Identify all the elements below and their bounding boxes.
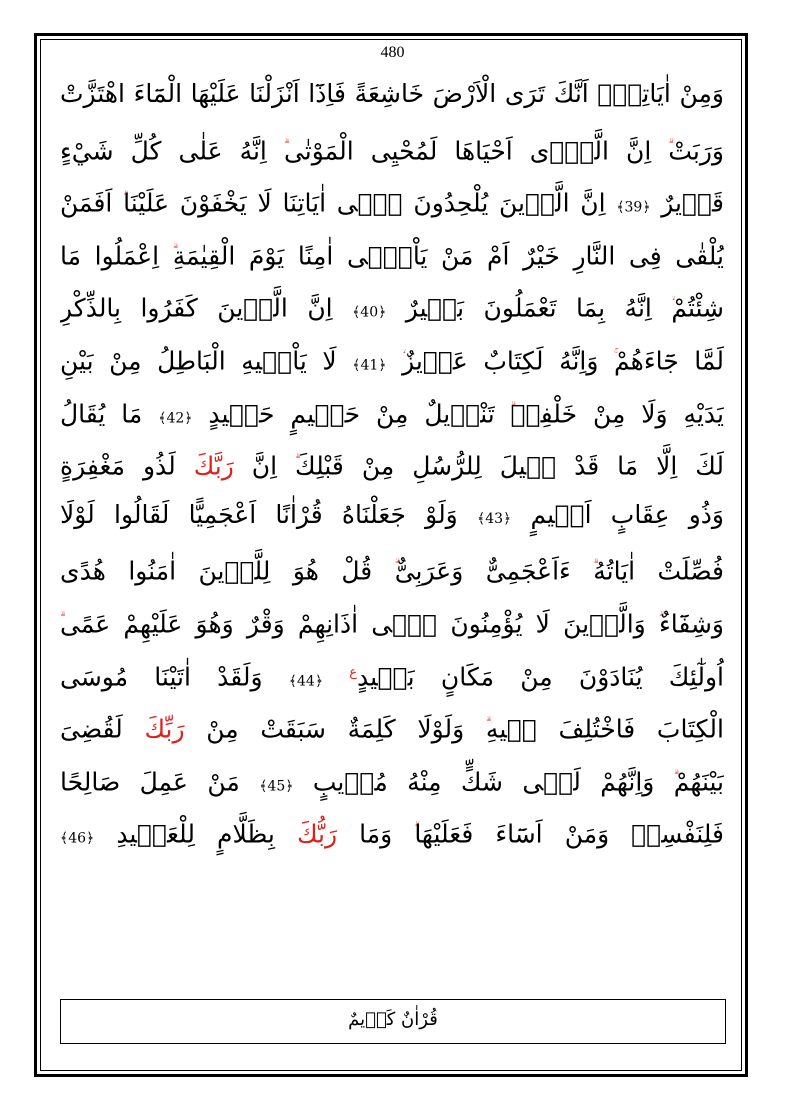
text-segment: لَمَّا جَٓاءَهُمْ <box>614 346 724 376</box>
text-segment: اِنَّ الَّذٖينَ كَفَرُوا بِالذِّكْرِ <box>60 293 333 323</box>
text-segment: وَشِفَٓاءٌ <box>658 609 724 639</box>
text-segment: وَالَّذٖينَ لَا يُؤْمِنُونَ فٖٓى اٰذَانِهِمْ وَقْرٌ وَهُوَ عَلَيْهِمْ عَمًى <box>60 609 646 639</box>
highlighted-word: رَبُّكَ <box>296 819 338 849</box>
ayah-number: ﴿41﴾ <box>352 357 387 374</box>
text-segment: وَاِنَّهُ لَكِتَابٌ عَزٖيزٌ <box>402 346 599 376</box>
text-segment: بَيْنَهُمْ <box>673 767 724 797</box>
ayah-number: ﴿42﴾ <box>158 409 193 426</box>
text-line-2 <box>60 121 724 174</box>
text-line-4 <box>60 226 724 279</box>
text-segment: اِعْمَلُوا مَا <box>60 241 160 271</box>
ayah-number: ﴿44﴾ <box>288 672 324 689</box>
ayah-number: ﴿45﴾ <box>259 778 294 795</box>
text-line-7 <box>60 384 724 437</box>
text-segment: مَنْ عَمِلَ صَالِحًا <box>60 767 240 797</box>
text-segment: فُصِّلَتْ اٰيَاتُهُ <box>593 556 724 586</box>
text-segment: لَكَ اِلَّا مَا قَدْ قٖيلَ لِلرُّسُلِ مِنْ قَبْلِكَ <box>295 451 724 481</box>
text-segment: شِئْتُمْ <box>671 293 724 323</box>
text-segment: يَدَيْهِ وَلَا مِنْ خَلْفِهٖ <box>510 398 724 428</box>
text-segment: يُلْقٰى فِى النَّارِ خَيْرٌ اَمْ مَنْ يَاْتٖٓى اٰمِنًا يَوْمَ الْقِيٰمَةِ <box>172 241 724 271</box>
text-segment: تَنْزٖيلٌ مِنْ حَكٖيمٍ حَمٖيدٍ <box>208 398 495 428</box>
text-segment: ءَاَعْجَمِىٌّ وَعَرَبِىٌّ <box>394 556 571 586</box>
text-segment: فَلِنَفْسِهٖ وَمَنْ اَسَٓاءَ فَعَلَيْهَا <box>414 819 724 849</box>
text-segment: وَلَوْلَا كَلِمَةٌ سَبَقَتْ مِنْ <box>206 714 465 744</box>
text-segment: اِنَّ <box>251 451 278 481</box>
text-segment: لَذُو مَغْفِرَةٍ <box>60 451 176 481</box>
footer-title: قُرْاٰنٌ كَرٖيمٌ <box>348 1009 438 1030</box>
text-segment: وَمَا <box>359 819 393 849</box>
text-segment: قُلْ هُوَ لِلَّذٖينَ اٰمَنُوا هُدًى <box>60 556 373 586</box>
text-segment: وَلَوْ جَعَلْنَاهُ قُرْاٰنًا اَعْجَمِيًّا لَقَالُوا لَوْلَا <box>60 499 458 529</box>
footer-title-box <box>60 999 726 1044</box>
text-segment: اِنَّهُ بِمَا تَعْمَلُونَ بَصٖيرٌ <box>405 293 652 323</box>
text-segment: قَدٖيرٌ <box>661 188 724 218</box>
text-line-9 <box>60 489 724 542</box>
text-segment: اِنَّهُ عَلٰى كُلِّ شَيْءٍ <box>60 135 267 165</box>
text-segment: لَا يَاْتٖيهِ الْبَاطِلُ مِنْ بَيْنِ <box>60 346 337 376</box>
text-segment: وَاِنَّهُمْ لَفٖى شَكٍّ مِنْهُ مُرٖيبٍ <box>312 767 655 797</box>
text-segment: وَمِنْ اٰيَاتِهٖٓ اَنَّكَ تَرَى الْاَرْضَ خَاشِعَةً فَاِذَٓا اَنْزَلْنَا عَلَيْهَا الْمَٓاءَ اهْتَزَّتْ <box>60 79 724 108</box>
text-line-14 <box>60 752 724 805</box>
text-line-5 <box>60 278 724 331</box>
ayah-number: ﴿40﴾ <box>352 304 387 321</box>
text-line-10 <box>60 541 724 594</box>
highlighted-word: رَبِّكَ <box>144 714 185 744</box>
text-segment: وَذُو عِقَابٍ اَلٖيمٍ <box>530 499 724 529</box>
text-segment: بِظَلَّامٍ لِلْعَبٖيدِ <box>116 819 275 849</box>
text-segment: وَرَبَتْ <box>668 135 724 165</box>
text-line-3 <box>60 173 724 226</box>
ayah-number: ﴿43﴾ <box>476 510 512 527</box>
ruku-mark: ع <box>349 664 358 680</box>
text-segment: الْكِتَابَ فَاخْتُلِفَ فٖيهِ <box>485 714 724 744</box>
text-segment: اِنَّ الَّذٖينَ يُلْحِدُونَ فٖٓى اٰيَاتِنَا لَا يَخْفَوْنَ عَلَيْنَا <box>123 188 606 218</box>
text-line-8 <box>60 436 724 489</box>
ayah-number: ﴿39﴾ <box>616 199 651 216</box>
text-segment: اَفَمَنْ <box>60 188 113 218</box>
text-line-15 <box>60 804 724 857</box>
quran-text-block <box>60 68 724 857</box>
text-line-6 <box>60 331 724 384</box>
text-line-1 <box>60 68 724 121</box>
highlighted-word: رَبَّكَ <box>193 451 234 481</box>
text-line-12 <box>60 647 724 700</box>
text-line-13 <box>60 699 724 752</box>
page-number: 480 <box>380 44 405 61</box>
ayah-number: ﴿46﴾ <box>60 830 95 847</box>
text-segment: لَقُضِىَ <box>60 714 123 744</box>
text-segment: مَا يُقَالُ <box>60 398 143 428</box>
text-segment: اُولٰٓئِكَ يُنَادَوْنَ مِنْ مَكَانٍ بَعٖيدٍ <box>357 661 724 691</box>
text-line-11 <box>60 594 724 647</box>
text-segment: وَلَقَدْ اٰتَيْنَا مُوسَى <box>60 661 263 691</box>
text-segment: اِنَّ الَّذٖٓى اَحْيَاهَا لَمُحْيِى الْمَوْتٰى <box>283 135 652 165</box>
